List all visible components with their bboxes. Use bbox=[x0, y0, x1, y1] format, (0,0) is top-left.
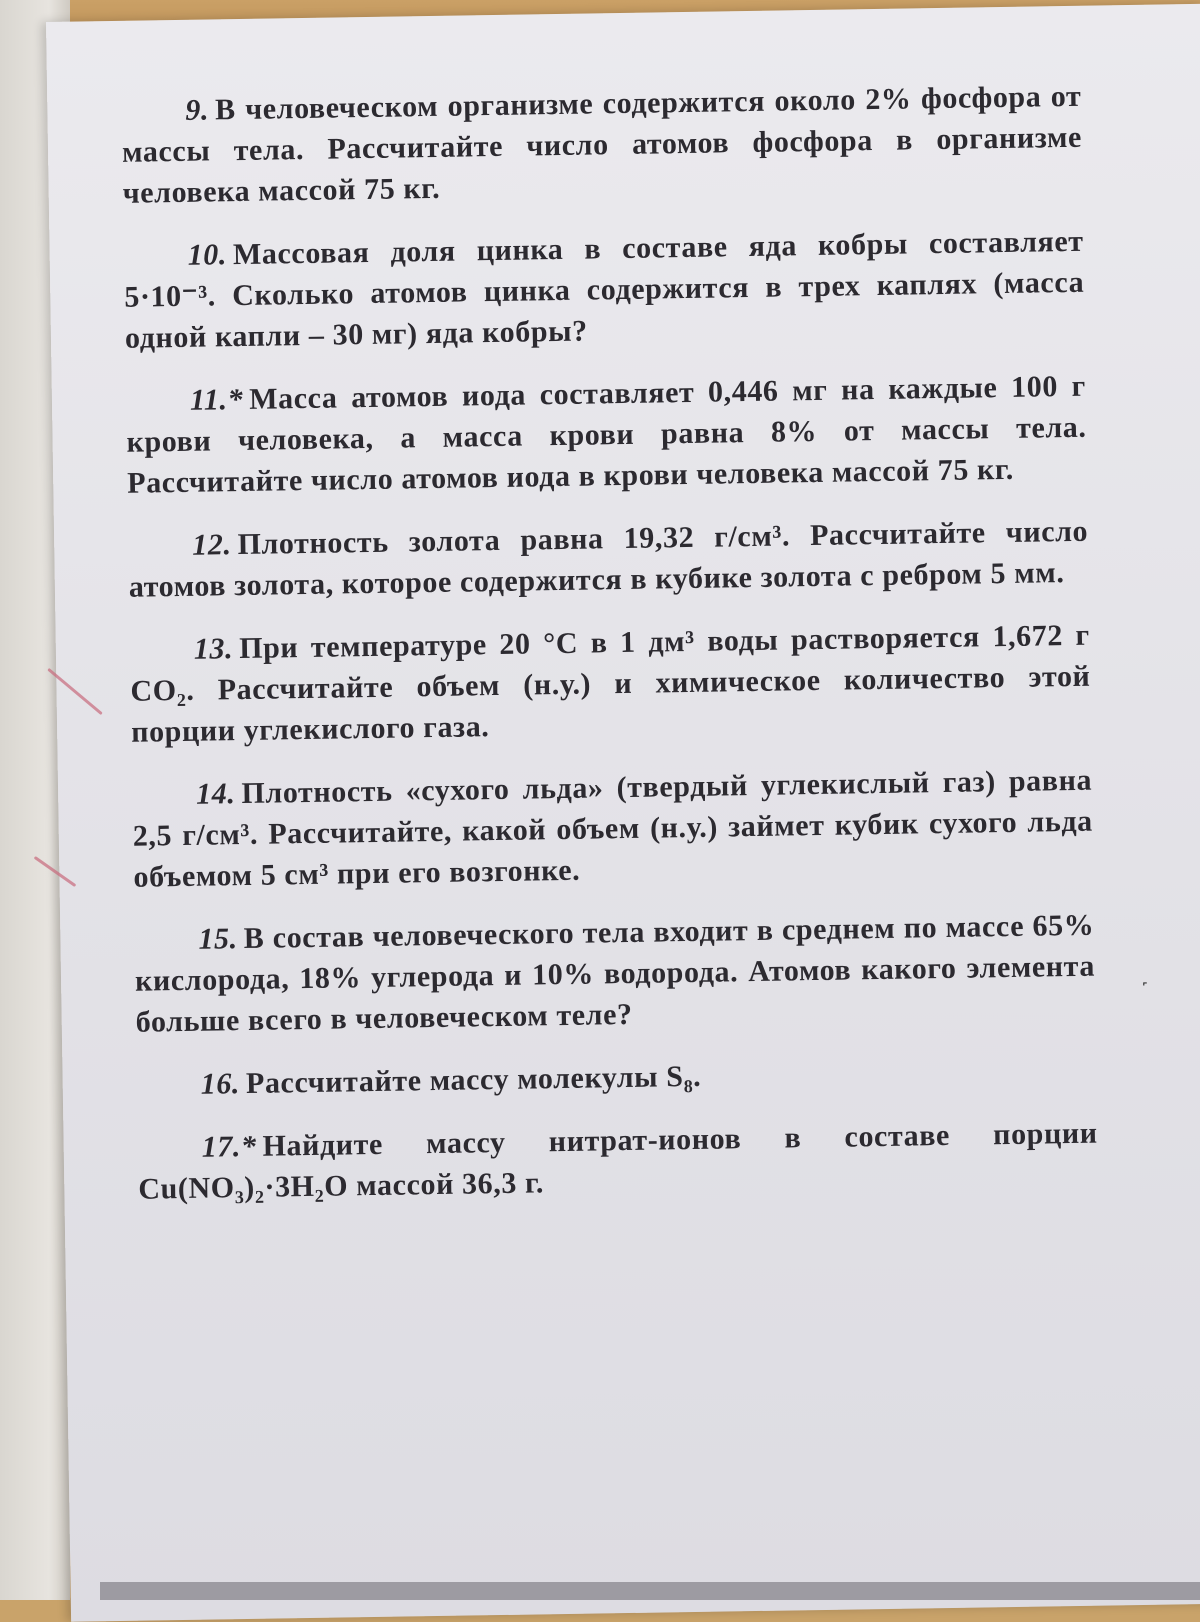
problem-text: В состав человеческого тела входит в среднем по массе 65% кислорода, 18% углерода и 10% водорода. Атомов какого элемента больше всего в человеческом теле? bbox=[134, 908, 1096, 1039]
problem-number: 16. bbox=[200, 1067, 241, 1101]
problem-10 bbox=[123, 221, 1085, 359]
page-bottom-shadow bbox=[100, 1582, 1200, 1600]
problem-11 bbox=[126, 366, 1088, 504]
problem-text: Массовая доля цинка в составе яда кобры составляет 5·10⁻³. Сколько атомов цинка содержится в трех каплях (масса одной капли – 30 мг) яда кобры? bbox=[124, 224, 1085, 355]
problem-list bbox=[121, 76, 1099, 1232]
problem-text: Найдите массу нитрат-ионов в составе порции Cu(NO₃)₂·3H₂O массой 36,3 г. bbox=[138, 1116, 1098, 1206]
problem-13 bbox=[130, 615, 1092, 753]
problem-number: 11.* bbox=[189, 382, 244, 417]
problem-number: 12. bbox=[191, 528, 232, 562]
problem-text: При температуре 20 °С в 1 дм³ воды растворяется 1,672 г CO₂. Рассчитайте объем (н.у.) и химическое количество этой порции углекислого газа. bbox=[130, 618, 1091, 749]
problem-15 bbox=[134, 905, 1096, 1043]
textbook-page bbox=[46, 4, 1200, 1622]
problem-text: Рассчитайте массу молекулы S₈. bbox=[245, 1059, 702, 1100]
problem-text: Масса атомов иода составляет 0,446 мг на каждые 100 г крови человека, а масса крови равна 8% от массы тела. Рассчитайте число атомов иода в крови человека массой 75 кг. bbox=[126, 369, 1087, 500]
problem-16 bbox=[136, 1050, 1097, 1106]
problem-9 bbox=[121, 76, 1083, 214]
problem-17 bbox=[137, 1113, 1098, 1210]
problem-12 bbox=[128, 511, 1089, 608]
problem-14 bbox=[132, 760, 1094, 898]
problem-number: 14. bbox=[195, 777, 236, 811]
problem-number: 17.* bbox=[201, 1129, 257, 1164]
problem-text: Плотность «сухого льда» (твердый углекислый газ) равна 2,5 г/см³. Рассчитайте, какой объем (н.у.) займет кубик сухого льда объемом 5 см³ при его возгонке. bbox=[132, 763, 1093, 894]
problem-number: 15. bbox=[198, 922, 238, 956]
stray-mark: ˹ bbox=[1142, 980, 1148, 1000]
problem-number: 13. bbox=[193, 632, 234, 666]
problem-text: Плотность золота равна 19,32 г/см³. Рассчитайте число атомов золота, которое содержится в кубике золота с ребром 5 мм. bbox=[128, 514, 1089, 604]
problem-number: 9. bbox=[185, 93, 210, 127]
problem-text: В человеческом организме содержится около 2% фосфора от массы тела. Рассчитайте число атомов фосфора в организме человека массой 75 кг. bbox=[121, 79, 1083, 210]
problem-number: 10. bbox=[187, 238, 228, 272]
